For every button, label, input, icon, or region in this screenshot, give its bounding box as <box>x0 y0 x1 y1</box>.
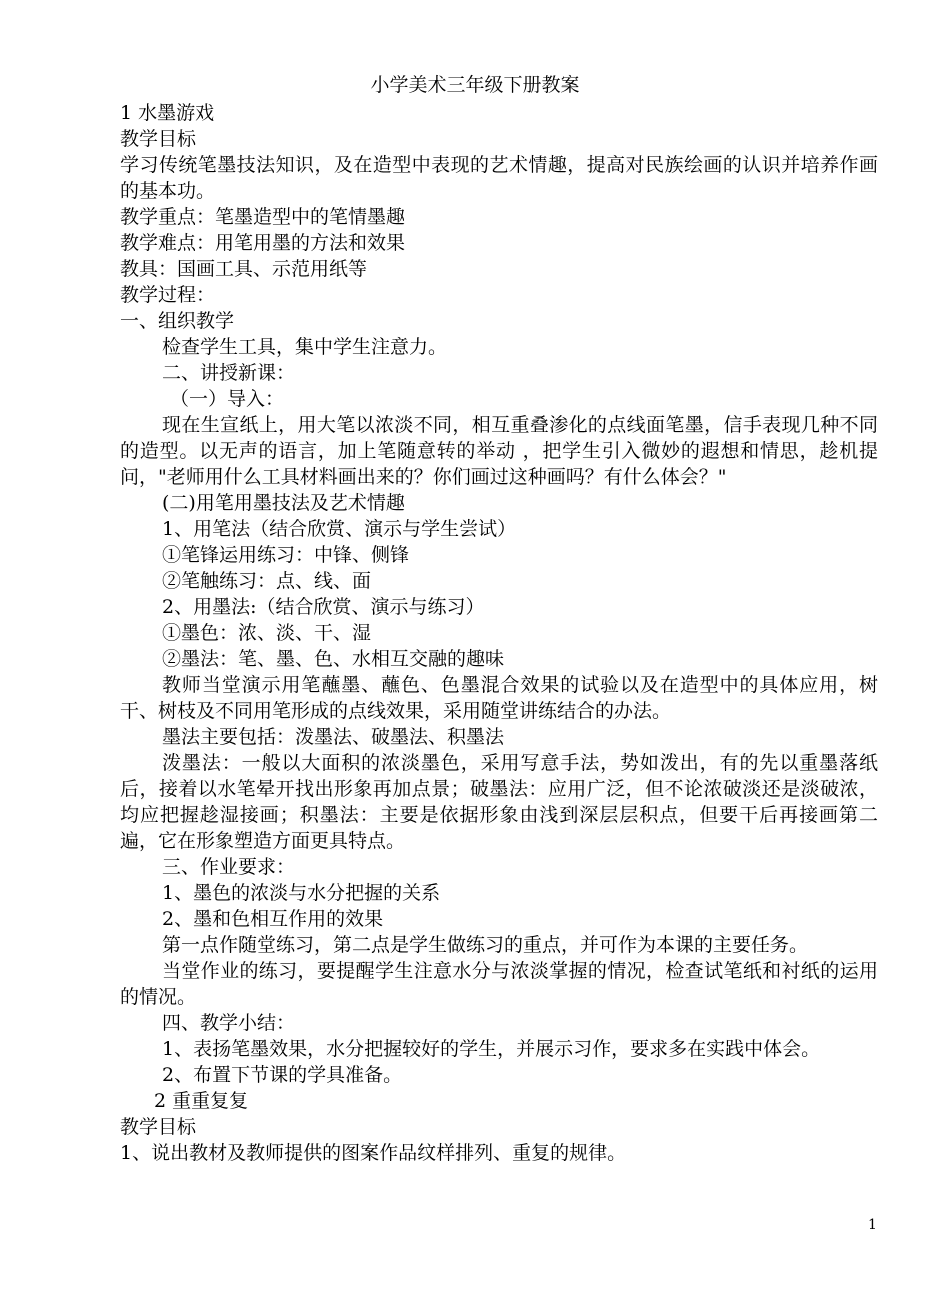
subsection-heading: （一）导入： <box>170 388 285 410</box>
list-item: ①笔锋运用练习：中锋、侧锋 <box>162 544 410 566</box>
document-title: 小学美术三年级下册教案 <box>370 74 580 96</box>
list-item: 2、布置下节课的学具准备。 <box>162 1064 403 1086</box>
list-item: 1、用笔法（结合欣赏、演示与学生尝试） <box>162 518 517 540</box>
body-line: 教学重点：笔墨造型中的笔情墨趣 <box>120 206 406 228</box>
list-item: 1、表扬笔墨效果，水分把握较好的学生，并展示习作，要求多在实践中体会。 <box>162 1038 821 1060</box>
list-item: ②墨法：笔、墨、色、水相互交融的趣味 <box>162 648 505 670</box>
body-paragraph: 泼墨法：一般以大面积的浓淡墨色，采用写意手法，势如泼出，有的先以重墨落纸后，接着以水笔晕开找出形象再加点景；破墨法：应用广泛，但不论浓破淡还是淡破浓，均应把握趁湿接画；积墨法：主要是依据形象由浅到深层层积点，但要干后再接画第二遍，它在形象塑造方面更具特点。 <box>120 752 878 852</box>
body-paragraph: 当堂作业的练习，要提醒学生注意水分与浓淡掌握的情况，检查试笔纸和衬纸的运用的情况。 <box>120 960 878 1008</box>
lesson-heading: 1 水墨游戏 <box>120 102 215 124</box>
page-number: 1 <box>868 1217 877 1233</box>
section-heading: 四、教学小结： <box>162 1012 296 1034</box>
subsection-heading: (二)用笔用墨技法及艺术情趣 <box>162 492 405 514</box>
document-body <box>120 100 878 1166</box>
list-item: 1、说出教材及教师提供的图案作品纹样排列、重复的规律。 <box>120 1142 627 1164</box>
body-line: 教学难点：用笔用墨的方法和效果 <box>120 232 406 254</box>
body-line: 墨法主要包括：泼墨法、破墨法、积墨法 <box>162 726 505 748</box>
body-paragraph: 教师当堂演示用笔蘸墨、蘸色、色墨混合效果的试验以及在造型中的具体应用，树干、树枝及不同用笔形成的点线效果，采用随堂讲练结合的办法。 <box>120 674 878 722</box>
body-line: 检查学生工具，集中学生注意力。 <box>162 336 448 358</box>
lesson-heading: 2 重重复复 <box>154 1090 249 1112</box>
list-item: 2、墨和色相互作用的效果 <box>162 908 384 930</box>
list-item: ②笔触练习：点、线、面 <box>162 570 372 592</box>
list-item: 1、墨色的浓淡与水分把握的关系 <box>162 882 441 904</box>
section-heading: 三、作业要求： <box>162 856 296 878</box>
section-heading: 教学过程： <box>120 284 216 306</box>
section-heading: 二、讲授新课： <box>162 362 296 384</box>
body-paragraph: 学习传统笔墨技法知识，及在造型中表现的艺术情趣，提高对民族绘画的认识并培养作画的基本功。 <box>120 154 878 202</box>
body-line: 教具：国画工具、示范用纸等 <box>120 258 368 280</box>
list-item: ①墨色：浓、淡、干、湿 <box>162 622 372 644</box>
body-paragraph: 现在生宣纸上，用大笔以浓淡不同，相互重叠渗化的点线面笔墨，信手表现几种不同的造型。以无声的语言，加上笔随意转的举动 ，把学生引入微妙的遐想和情思，趁机提问，"老师用什么工具材料画出来的？你们画过这种画吗？有什么体会？" <box>120 414 878 488</box>
section-heading: 教学目标 <box>120 128 197 150</box>
list-item: 2、用墨法:（结合欣赏、演示与练习） <box>162 596 485 618</box>
body-paragraph: 第一点作随堂练习，第二点是学生做练习的重点，并可作为本课的主要任务。 <box>162 934 809 956</box>
section-heading: 一、组织教学 <box>120 310 235 332</box>
section-heading: 教学目标 <box>120 1116 197 1138</box>
